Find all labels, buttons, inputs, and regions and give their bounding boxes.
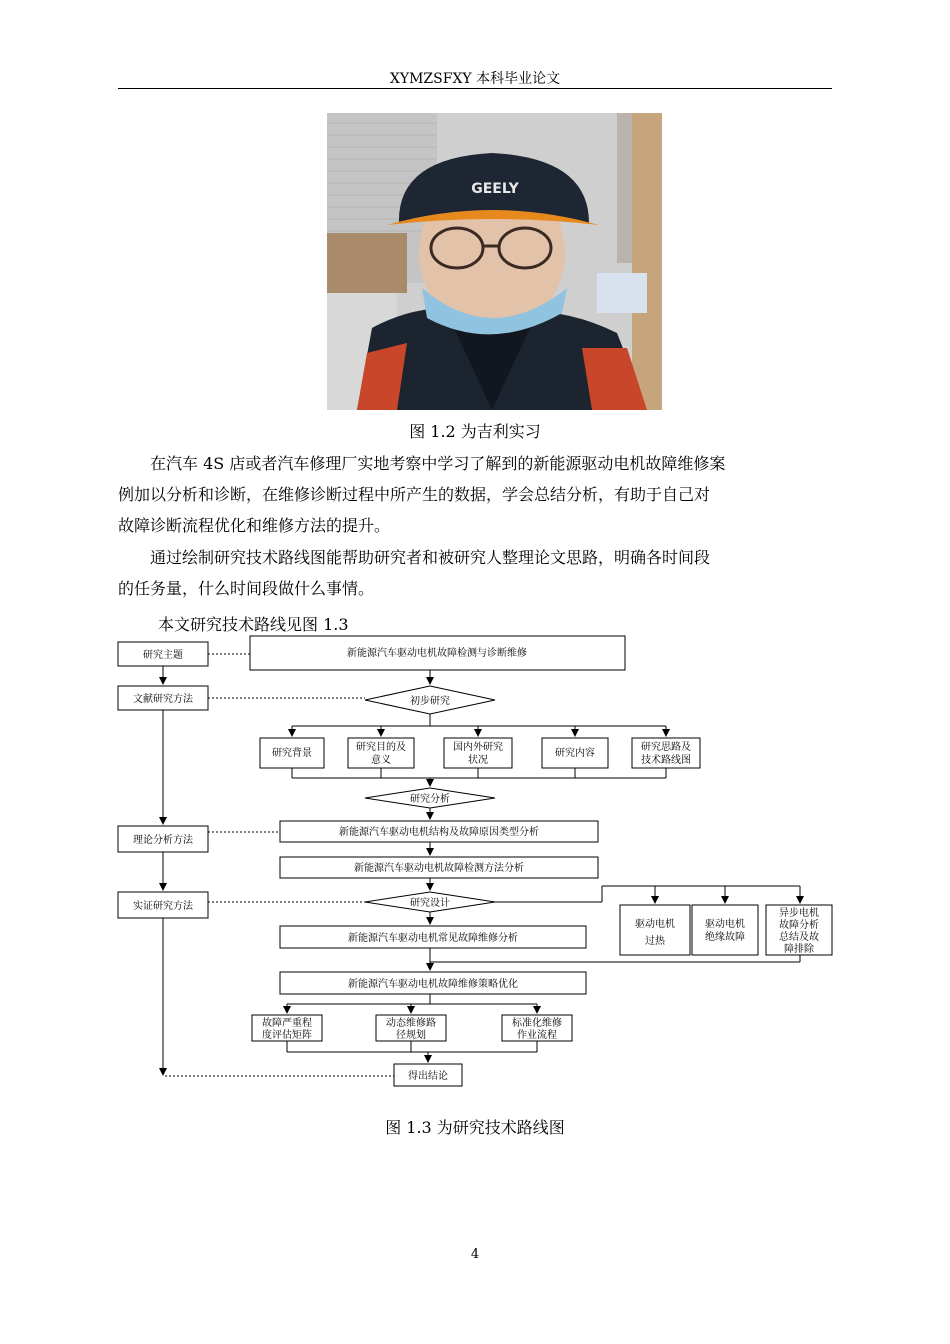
strategy-label: 新能源汽车驱动电机故障维修策略优化 — [348, 979, 518, 990]
paragraph-2 — [118, 542, 832, 604]
prelim-item-label: 状况 — [468, 755, 488, 766]
prelim-item-label: 研究思路及 — [641, 742, 691, 753]
prelim-item-label: 意义 — [371, 755, 391, 766]
cap-logo: GEELY — [471, 181, 519, 197]
design-label: 研究设计 — [410, 898, 450, 909]
page-number: 4 — [470, 1247, 480, 1262]
output-label: 标准化维修 — [512, 1018, 562, 1029]
main-title-label: 新能源汽车驱动电机故障检测与诊断维修 — [347, 648, 527, 659]
empirical-method-label: 实证研究方法 — [133, 901, 193, 912]
analysis-label: 研究分析 — [410, 794, 450, 805]
paragraph-2-line-2: 的任务量，什么时间段做什么事情。 — [118, 579, 375, 598]
fault-case-label: 故障分析 — [779, 920, 819, 931]
conclusion-label: 得出结论 — [408, 1071, 448, 1082]
internship-photo — [327, 113, 662, 410]
header-rule — [118, 88, 832, 89]
fault-case-label: 总结及故 — [779, 932, 819, 943]
topic-label: 研究主题 — [143, 650, 183, 661]
paragraph-1-line-1: 在汽车 4S 店或者汽车修理厂实地考察中学习了解到的新能源驱动电机故障维修案 — [150, 454, 726, 473]
fault-case-label: 绝缘故障 — [705, 932, 745, 943]
paragraph-2-line-1: 通过绘制研究技术路线图能帮助研究者和被研究人整理论文思路，明确各时间段 — [150, 548, 711, 567]
figure-1-3-reference: 本文研究技术路线见图 1.3 — [158, 615, 349, 634]
fault-case-box — [620, 905, 690, 955]
technical-route-flowchart — [110, 632, 840, 1092]
prelim-item-label: 技术路线图 — [641, 755, 691, 766]
theory-method-label: 理论分析方法 — [133, 835, 193, 846]
prelim-item-label: 研究背景 — [272, 748, 312, 759]
common-fault-label: 新能源汽车驱动电机常见故障维修分析 — [348, 933, 518, 944]
fault-case-label: 障排除 — [784, 944, 814, 955]
output-label: 径规划 — [396, 1030, 426, 1041]
figure-1-2-caption: 图 1.2 为吉利实习 — [409, 422, 541, 441]
fault-case-label: 异步电机 — [779, 908, 819, 919]
prelim-item-label: 研究内容 — [555, 748, 595, 759]
prelim-item-label: 国内外研究 — [453, 742, 503, 753]
preliminary-label: 初步研究 — [410, 696, 450, 707]
prelim-item-label: 研究目的及 — [356, 742, 406, 753]
paragraph-1 — [118, 448, 832, 541]
output-label: 动态维修路 — [386, 1018, 436, 1029]
running-header: XYMZSFXY 本科毕业论文 — [389, 71, 561, 87]
fault-case-label: 过热 — [645, 936, 665, 947]
fault-case-box — [692, 905, 758, 955]
output-label: 故障严重程 — [262, 1018, 312, 1029]
figure-1-3-caption: 图 1.3 为研究技术路线图 — [385, 1118, 565, 1137]
detection-analysis-label: 新能源汽车驱动电机故障检测方法分析 — [354, 863, 524, 874]
paragraph-1-line-2: 例加以分析和诊断，在维修诊断过程中所产生的数据，学会总结分析，有助于自己对 — [118, 485, 711, 504]
output-label: 作业流程 — [517, 1030, 557, 1041]
fault-case-label: 驱动电机 — [705, 919, 745, 930]
output-label: 度评估矩阵 — [262, 1030, 312, 1041]
literature-method-label: 文献研究方法 — [133, 694, 193, 705]
paragraph-1-line-3: 故障诊断流程优化和维修方法的提升。 — [118, 516, 391, 535]
structure-analysis-label: 新能源汽车驱动电机结构及故障原因类型分析 — [339, 827, 539, 838]
fault-case-label: 驱动电机 — [635, 919, 675, 930]
